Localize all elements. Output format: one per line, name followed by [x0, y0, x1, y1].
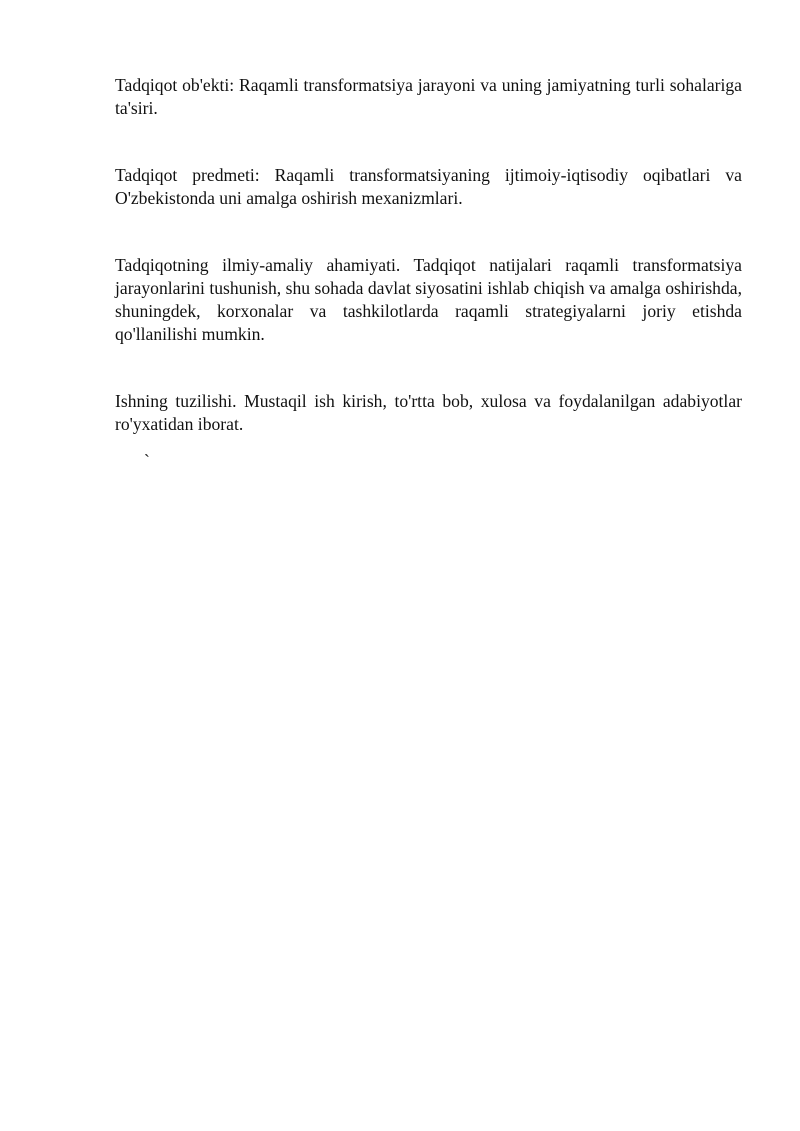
document-body [115, 74, 742, 436]
paragraph-research-object: Tadqiqot ob'ekti: Raqamli transformatsiya jarayoni va uning jamiyatning turli sohalariga ta'siri. [115, 75, 742, 118]
paragraph-structure: Ishning tuzilishi. Mustaqil ish kirish, to'rtta bob, xulosa va foydalanilgan adabiyotlar ro'yxatidan iborat. [115, 391, 742, 434]
paragraph-research-subject: Tadqiqot predmeti: Raqamli transformatsiyaning ijtimoiy-iqtisodiy oqibatlari va O'zbekistonda uni amalga oshirish mexanizmlari. [115, 165, 742, 208]
paragraph-significance: Tadqiqotning ilmiy-amaliy ahamiyati. Tadqiqot natijalari raqamli transformatsiya jarayonlarini tushunish, shu sohada davlat siyosatini ishlab chiqish va amalga oshirishda, shuningdek, korxonalar va tashkilotlarda raqamli strategiyalarni joriy etishda qo'llanilishi mumkin. [115, 255, 742, 344]
stray-backtick-mark: ` [144, 451, 150, 471]
